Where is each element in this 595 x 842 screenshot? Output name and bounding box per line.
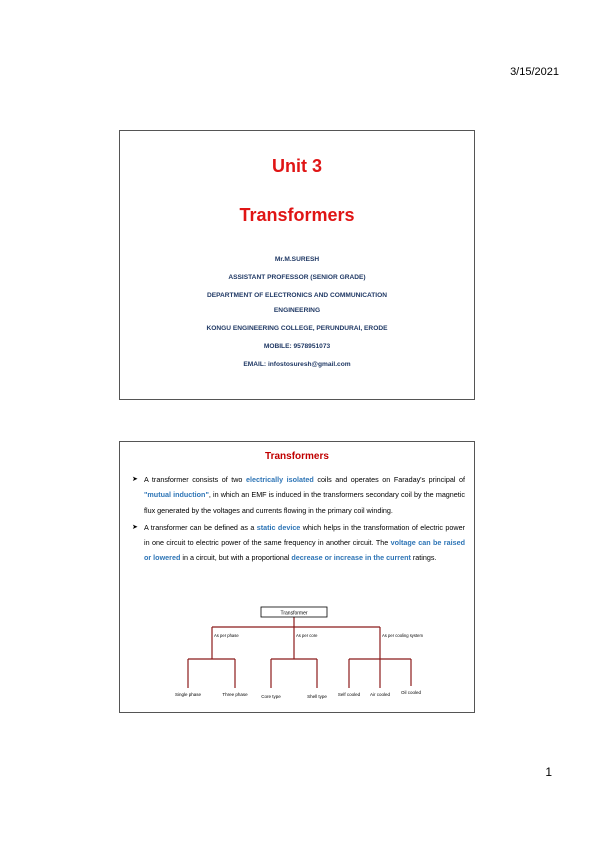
- title-slide: [119, 130, 475, 400]
- diagram-leaf-label: Single phase: [174, 692, 202, 697]
- highlight-text: voltage can be raised or lowered: [144, 538, 465, 563]
- diagram-leaf-label: Air cooled: [369, 692, 391, 697]
- bullet-list: [132, 472, 465, 568]
- arrow-bullet-icon: ➤: [132, 523, 138, 531]
- diagram-leaf-label: Core type: [261, 694, 281, 699]
- bullet-item-1: ➤ A transformer consists of two electrically isolated coils and operates on Faraday's principal of "mutual induction", in which an EMF is induced in the transformers secondary coil by the magnetic flux generated by the voltages and currents flowing in the primary coil winding.: [132, 472, 465, 518]
- department-line-2: ENGINEERING: [273, 307, 321, 314]
- diagram-leaf-label: Self cooled: [337, 692, 361, 697]
- diagram-branch-label: As per cooling system: [382, 633, 423, 638]
- highlight-text: decrease or increase in the current: [291, 553, 411, 563]
- email-address: EMAIL: infostosuresh@gmail.com: [243, 361, 351, 368]
- author-designation: ASSISTANT PROFESSOR (SENIOR GRADE): [228, 274, 366, 281]
- highlight-text: static device: [256, 522, 301, 532]
- bullet-item-2: ➤ A transformer can be defined as a static device which helps in the transformation of electric power in one circuit to electric power of the same frequency in another circuit. The voltage can be raised or lowered in a circuit, but with a proportional decrease or increase in the current ratings.: [132, 520, 465, 566]
- page-number: 1: [545, 765, 552, 779]
- slide-title: Transformers: [265, 451, 329, 462]
- date-stamp: 3/15/2021: [510, 66, 559, 78]
- arrow-bullet-icon: ➤: [132, 476, 138, 483]
- diagram-leaf-label: Oil cooled: [400, 690, 422, 695]
- diagram-branch-label: As per phase: [214, 633, 239, 638]
- unit-title: Unit 3: [271, 156, 322, 176]
- department-line-1: DEPARTMENT OF ELECTRONICS AND COMMUNICATION: [206, 292, 388, 299]
- transformer-classification-diagram: [168, 606, 440, 706]
- slide-main-title: Transformers: [239, 205, 355, 225]
- diagram-root-label: Transformer: [280, 610, 308, 617]
- diagram-branch-label: As per core: [296, 633, 318, 638]
- author-info: [120, 255, 474, 378]
- author-name: Mr.M.SURESH: [274, 256, 320, 263]
- highlight-text: "mutual induction": [144, 490, 209, 500]
- highlight-text: electrically isolated: [245, 475, 314, 484]
- diagram-leaf-label: Shell type: [307, 694, 327, 699]
- diagram-leaf-label: Three phase: [222, 692, 248, 697]
- college-name: KONGU ENGINEERING COLLEGE, PERUNDURAI, ERODE: [206, 325, 388, 332]
- mobile-number: MOBILE: 9578951073: [263, 343, 331, 350]
- content-slide: [119, 441, 475, 713]
